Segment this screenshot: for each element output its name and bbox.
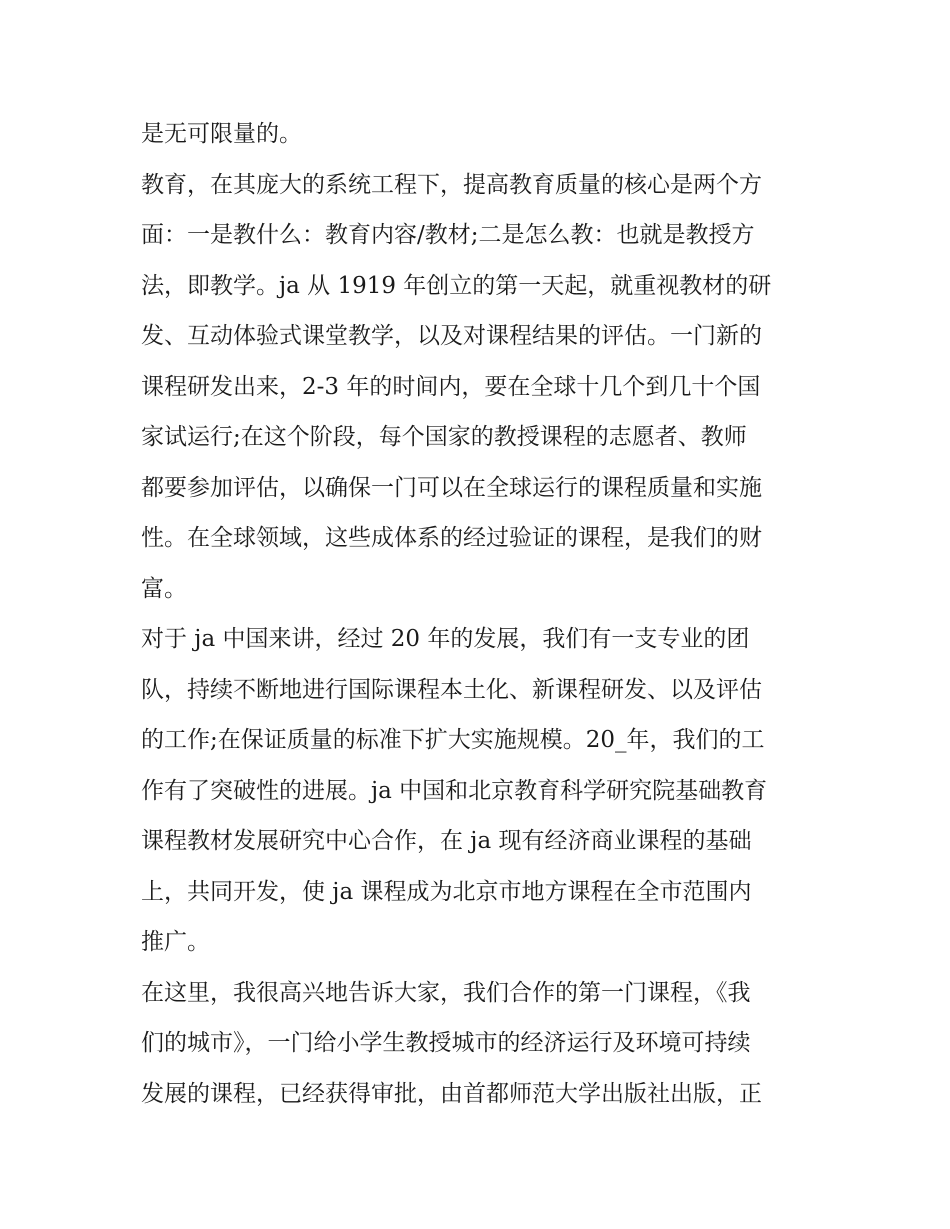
- text-line: 们的城市》，一门给小学生教授城市的经济运行及环境可持续: [141, 1030, 751, 1056]
- text-line: 作有了突破性的进展。ja 中国和北京教育科学研究院基础教育: [141, 777, 768, 804]
- text-line: 对于 ja 中国来讲，经过 20 年的发展，我们有一支专业的团: [141, 626, 750, 652]
- text-line: 推广。: [141, 929, 210, 955]
- text-line: 富。: [141, 575, 187, 602]
- text-line: 家试运行;在这个阶段，每个国家的教授课程的志愿者、教师: [141, 424, 747, 450]
- text-line: 上，共同开发，使 ja 课程成为北京市地方课程在全市范围内: [141, 878, 752, 905]
- text-line: 发展的课程，已经获得审批，由首都师范大学出版社出版，正: [141, 1080, 762, 1107]
- body-text: [141, 109, 811, 1119]
- text-line: 的工作;在保证质量的标准下扩大实施规模。20_年，我们的工: [141, 727, 765, 753]
- text-line: 课程教材发展研究中心合作，在 ja 现有经济商业课程的基础: [141, 828, 752, 854]
- text-line: 法，即教学。ja 从 1919 年创立的第一天起，就重视教材的研: [141, 272, 772, 299]
- text-line: 队，持续不断地进行国际课程本土化、新课程研发、以及评估: [141, 676, 762, 703]
- text-line: 是无可限量的。: [141, 121, 302, 147]
- text-line: 性。在全球领域，这些成体系的经过验证的课程，是我们的财: [141, 525, 762, 551]
- text-line: 教育，在其庞大的系统工程下，提高教育质量的核心是两个方: [141, 171, 762, 198]
- text-line: 面：一是教什么：教育内容/教材;二是怎么教：也就是教授方: [141, 222, 755, 248]
- text-line: 发、互动体验式课堂教学，以及对课程结果的评估。一门新的: [141, 323, 762, 349]
- text-line: 都要参加评估，以确保一门可以在全球运行的课程质量和实施: [141, 474, 762, 501]
- text-line: 在这里，我很高兴地告诉大家，我们合作的第一门课程，《我: [141, 979, 751, 1006]
- text-line: 课程研发出来，2-3 年的时间内，要在全球十几个到几十个国: [141, 373, 761, 400]
